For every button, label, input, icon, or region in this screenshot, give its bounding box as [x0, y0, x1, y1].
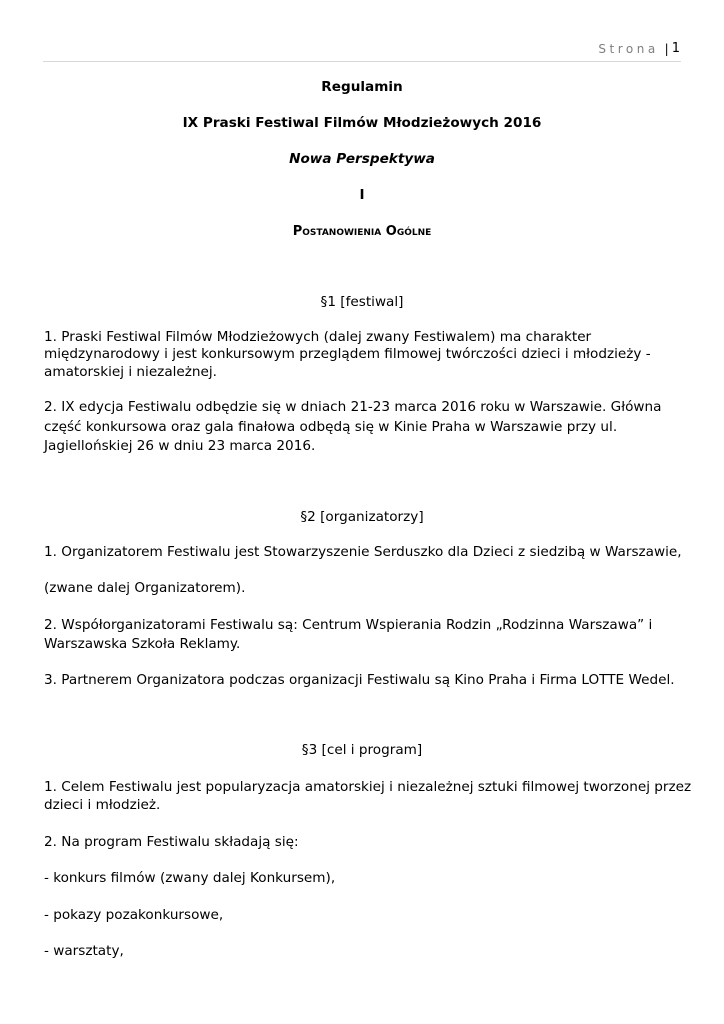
s2-paragraph-3: 3. Partnerem Organizatora podczas organizacji Festiwalu są Kino Praha i Firma LOTTE Wedel.	[44, 672, 675, 688]
section-heading-2: §2 [organizatorzy]	[300, 509, 424, 525]
festival-title: IX Praski Festiwal Filmów Młodzieżowych 2016	[182, 115, 542, 131]
festival-subtitle: Nowa Perspektywa	[289, 151, 435, 167]
document-title: Regulamin	[321, 79, 403, 95]
s1-paragraph-2-line-1: 2. IX edycja Festiwalu odbędzie się w dniach 21-23 marca 2016 roku w Warszawie. Główna	[44, 399, 662, 415]
header-divider	[43, 61, 681, 62]
s1-paragraph-1-line-3: amatorskiej i niezależnej.	[44, 364, 218, 380]
s3-paragraph-2: 2. Na program Festiwalu składają się:	[44, 834, 299, 850]
s3-paragraph-1-line-2: dzieci i młodzież.	[44, 797, 161, 813]
chapter-number: I	[359, 187, 365, 203]
page-separator: |	[664, 41, 669, 56]
s3-paragraph-1-line-1: 1. Celem Festiwalu jest popularyzacja amatorskiej i niezależnej sztuki filmowej tworzonej przez	[44, 779, 692, 795]
page-header	[598, 41, 680, 56]
list-item: - pokazy pozakonkursowe,	[44, 907, 224, 923]
section-heading-3: §3 [cel i program]	[301, 742, 423, 758]
s2-paragraph-1: 1. Organizatorem Festiwalu jest Stowarzyszenie Serduszko dla Dzieci z siedzibą w Warszawie,	[44, 544, 682, 560]
page-number: 1	[671, 41, 680, 56]
s2-paragraph-1b: (zwane dalej Organizatorem).	[44, 580, 246, 596]
s1-paragraph-1-line-1: 1. Praski Festiwal Filmów Młodzieżowych (dalej zwany Festiwalem) ma charakter	[44, 329, 592, 345]
page-label: Strona	[598, 41, 659, 56]
s2-paragraph-2-line-1: 2. Współorganizatorami Festiwalu są: Centrum Wspierania Rodzin „Rodzinna Warszawa” i	[44, 617, 653, 633]
s1-paragraph-1-line-2: międzynarodowy i jest konkursowym przeglądem filmowej twórczości dzieci i młodzieży -	[44, 346, 651, 362]
s1-paragraph-2-line-2: część konkursowa oraz gala finałowa odbędą się w Kinie Praha w Warszawie przy ul.	[44, 419, 618, 435]
list-item: - warsztaty,	[44, 943, 124, 959]
chapter-title: Postanowienia Ogólne	[292, 224, 432, 239]
section-heading-1: §1 [festiwal]	[320, 294, 404, 310]
s2-paragraph-2-line-2: Warszawska Szkoła Reklamy.	[44, 636, 241, 652]
list-item: - konkurs filmów (zwany dalej Konkursem),	[44, 870, 336, 886]
s1-paragraph-2-line-3: Jagiellońskiej 26 w dniu 23 marca 2016.	[44, 438, 316, 454]
